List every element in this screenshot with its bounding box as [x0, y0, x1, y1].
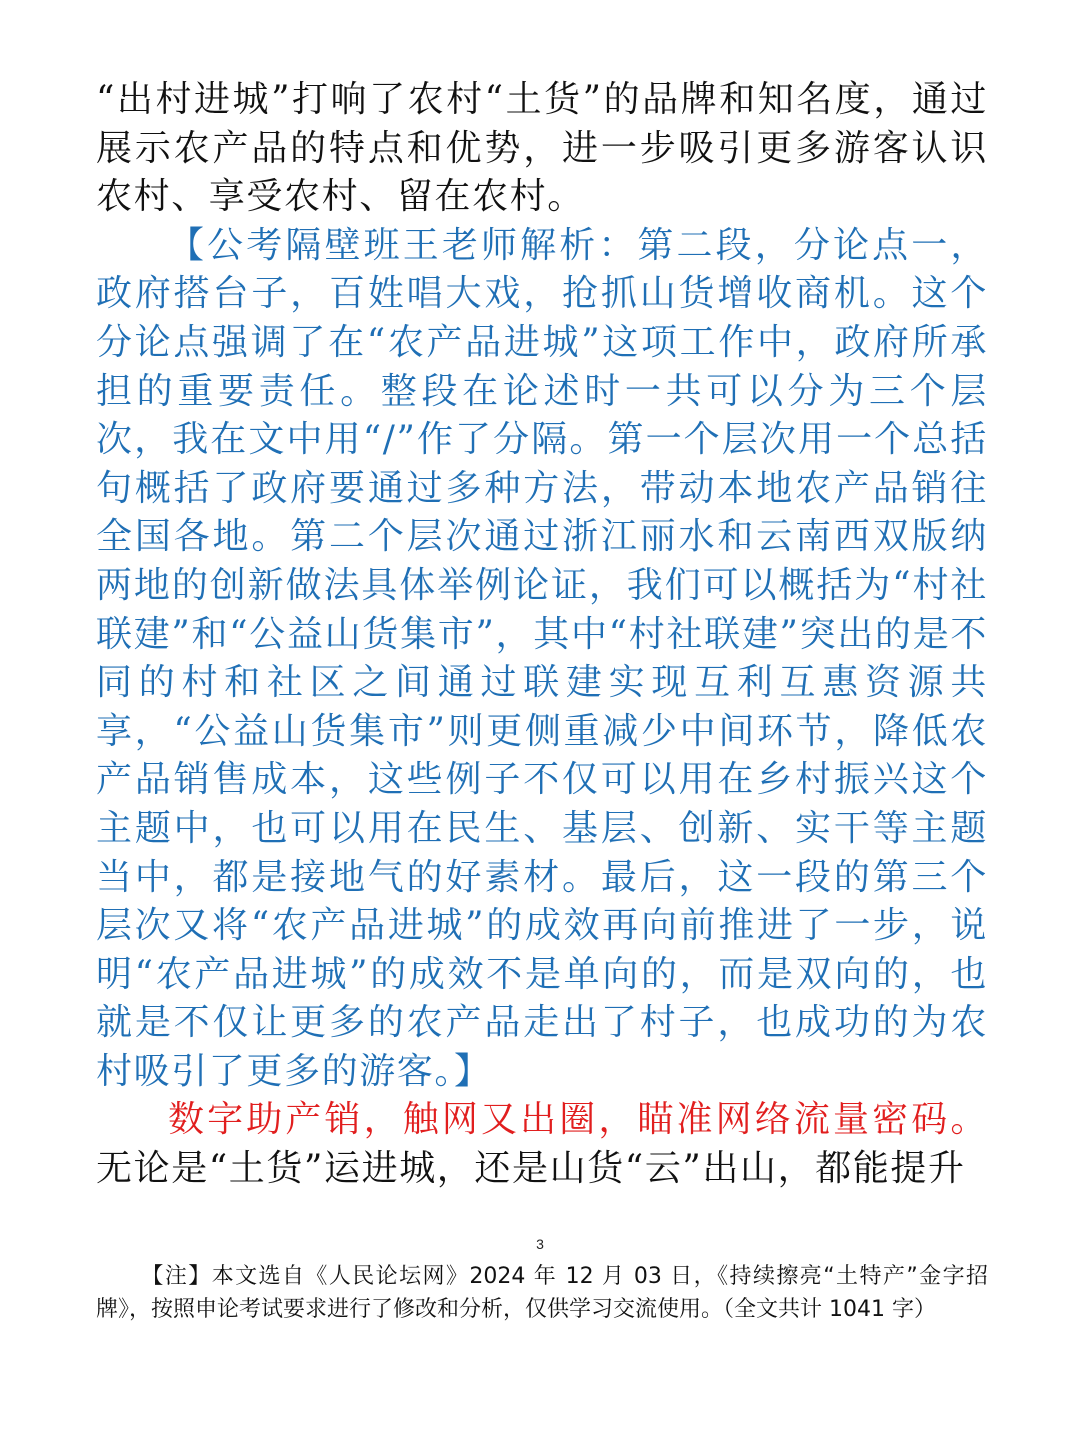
footnote-text: 【注】本文选自《人民论坛网》2024 年 12 月 03 日，《持续擦亮“土特产”金字招牌》，按照申论考试要求进行了修改和分析，仅供学习交流使用。（全文共计 1041 字）	[96, 1264, 988, 1322]
paragraph-intro: “出村进城”打响了农村“土货”的品牌和知名度，通过展示农产品的特点和优势，进一步吸引更多游客认识农村、享受农村、留在农村。	[96, 79, 988, 218]
page-number: 3	[536, 1236, 544, 1252]
footnote	[96, 1260, 988, 1326]
document-body	[96, 76, 988, 1194]
paragraph-digital-sales	[96, 1096, 988, 1193]
subpoint-heading: 数字助产销，触网又出圈，瞄准网络流量密码。	[168, 1099, 988, 1141]
paragraph-digital-sales-text: 无论是“土货”运进城，还是山货“云”出山，都能提升	[96, 1148, 966, 1190]
paragraph-analysis: 【公考隔壁班王老师解析：第二段，分论点一，政府搭台子，百姓唱大戏，抢抓山货增收商机。这个分论点强调了在“农产品进城”这项工作中，政府所承担的重要责任。整段在论述时一共可以分为三个层次，我在文中用“/”作了分隔。第一个层次用一个总括句概括了政府要通过多种方法，带动本地农产品销往全国各地。第二个层次通过浙江丽水和云南西双版纳两地的创新做法具体举例论证，我们可以概括为“村社联建”和“公益山货集市”，其中“村社联建”突出的是不同的村和社区之间通过联建实现互利互惠资源共享，“公益山货集市”则更侧重减少中间环节，降低农产品销售成本，这些例子不仅可以用在乡村振兴这个主题中，也可以用在民生、基层、创新、实干等主题当中，都是接地气的好素材。最后，这一段的第三个层次又将“农产品进城”的成效再向前推进了一步，说明“农产品进城”的成效不是单向的，而是双向的，也就是不仅让更多的农产品走出了村子，也成功的为农村吸引了更多的游客。】	[96, 224, 988, 1092]
